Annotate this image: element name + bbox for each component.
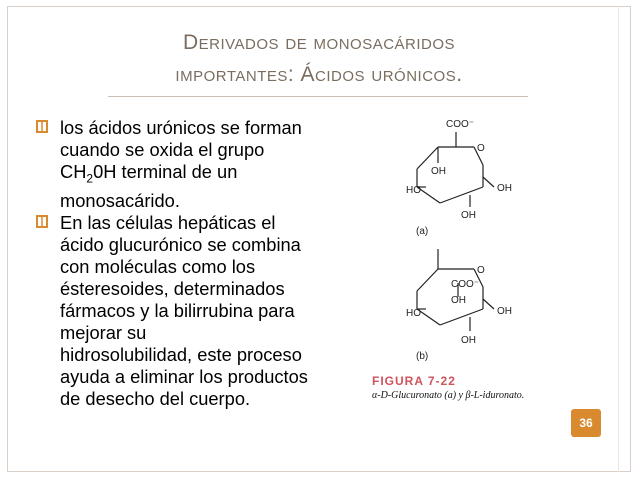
uronic-acid-figure	[362, 107, 567, 407]
bullet-item-1	[36, 117, 356, 212]
a-coo-label: COO⁻	[446, 119, 475, 130]
figure-caption-text: α-D-Glucuronato (a) y β-L-iduronato.	[372, 390, 525, 401]
bullet-2-line-5: fármacos y la bilirrubina para	[60, 299, 295, 321]
figure-caption-title: FIGURA 7-22	[372, 374, 456, 388]
bullet-2-line-6: mejorar su	[60, 321, 147, 343]
b-tag-label: (b)	[416, 351, 429, 362]
ch-subscript: 2	[86, 171, 94, 186]
b-oh-top-label: OH	[451, 295, 466, 306]
molecule-b	[417, 249, 494, 331]
ch-rest-text: 0H terminal de un	[93, 161, 238, 182]
bullet-2-line-3: con moléculas como los	[60, 255, 256, 277]
b-oh-bottom-label: OH	[461, 335, 476, 346]
bullet-1-line-1: los ácidos urónicos se forman	[60, 117, 302, 138]
a-oh-bottom-label: OH	[461, 210, 476, 221]
bullet-1-line-3	[60, 161, 356, 190]
molecule-diagram	[362, 107, 567, 407]
a-oh-right-label: OH	[497, 183, 512, 194]
a-ho-label: HO	[406, 185, 421, 196]
bullet-2-line-4: ésteresoides, determinados	[60, 277, 285, 299]
bullet-icon	[36, 120, 48, 133]
a-oh-top-label: OH	[431, 166, 446, 177]
bullet-2-line-1: En las células hepáticas el	[60, 211, 276, 233]
bullet-2-line-8: ayuda a eliminar los productos	[60, 365, 308, 387]
a-o-label: O	[477, 143, 485, 154]
bullet-item-2	[36, 212, 356, 410]
bullet-icon	[36, 215, 48, 228]
bullet-1-line-4: monosacárido.	[60, 189, 180, 211]
bullet-list	[36, 117, 356, 410]
b-oh-right-label: OH	[497, 306, 512, 317]
slide-title-line-1: Derivados de monosacáridos	[182, 31, 456, 54]
page-number-badge: 36	[571, 409, 601, 437]
slide-title-line-2: importantes: Ácidos urónicos.	[175, 63, 463, 86]
b-ho-label: HO	[406, 308, 421, 319]
title-underline	[108, 96, 528, 97]
bullet-1-line-2: cuando se oxida el grupo	[60, 139, 265, 160]
b-coo-label: COO⁻	[451, 279, 480, 290]
b-o-label: O	[477, 265, 485, 276]
ch-text: CH	[60, 161, 87, 182]
bullet-2-line-7: hidrosolubilidad, este proceso	[60, 343, 302, 365]
bullet-2-line-2: ácido glucurónico se combina	[60, 233, 301, 255]
a-tag-label: (a)	[416, 226, 429, 237]
bullet-2-line-9: de desecho del cuerpo.	[60, 387, 251, 409]
